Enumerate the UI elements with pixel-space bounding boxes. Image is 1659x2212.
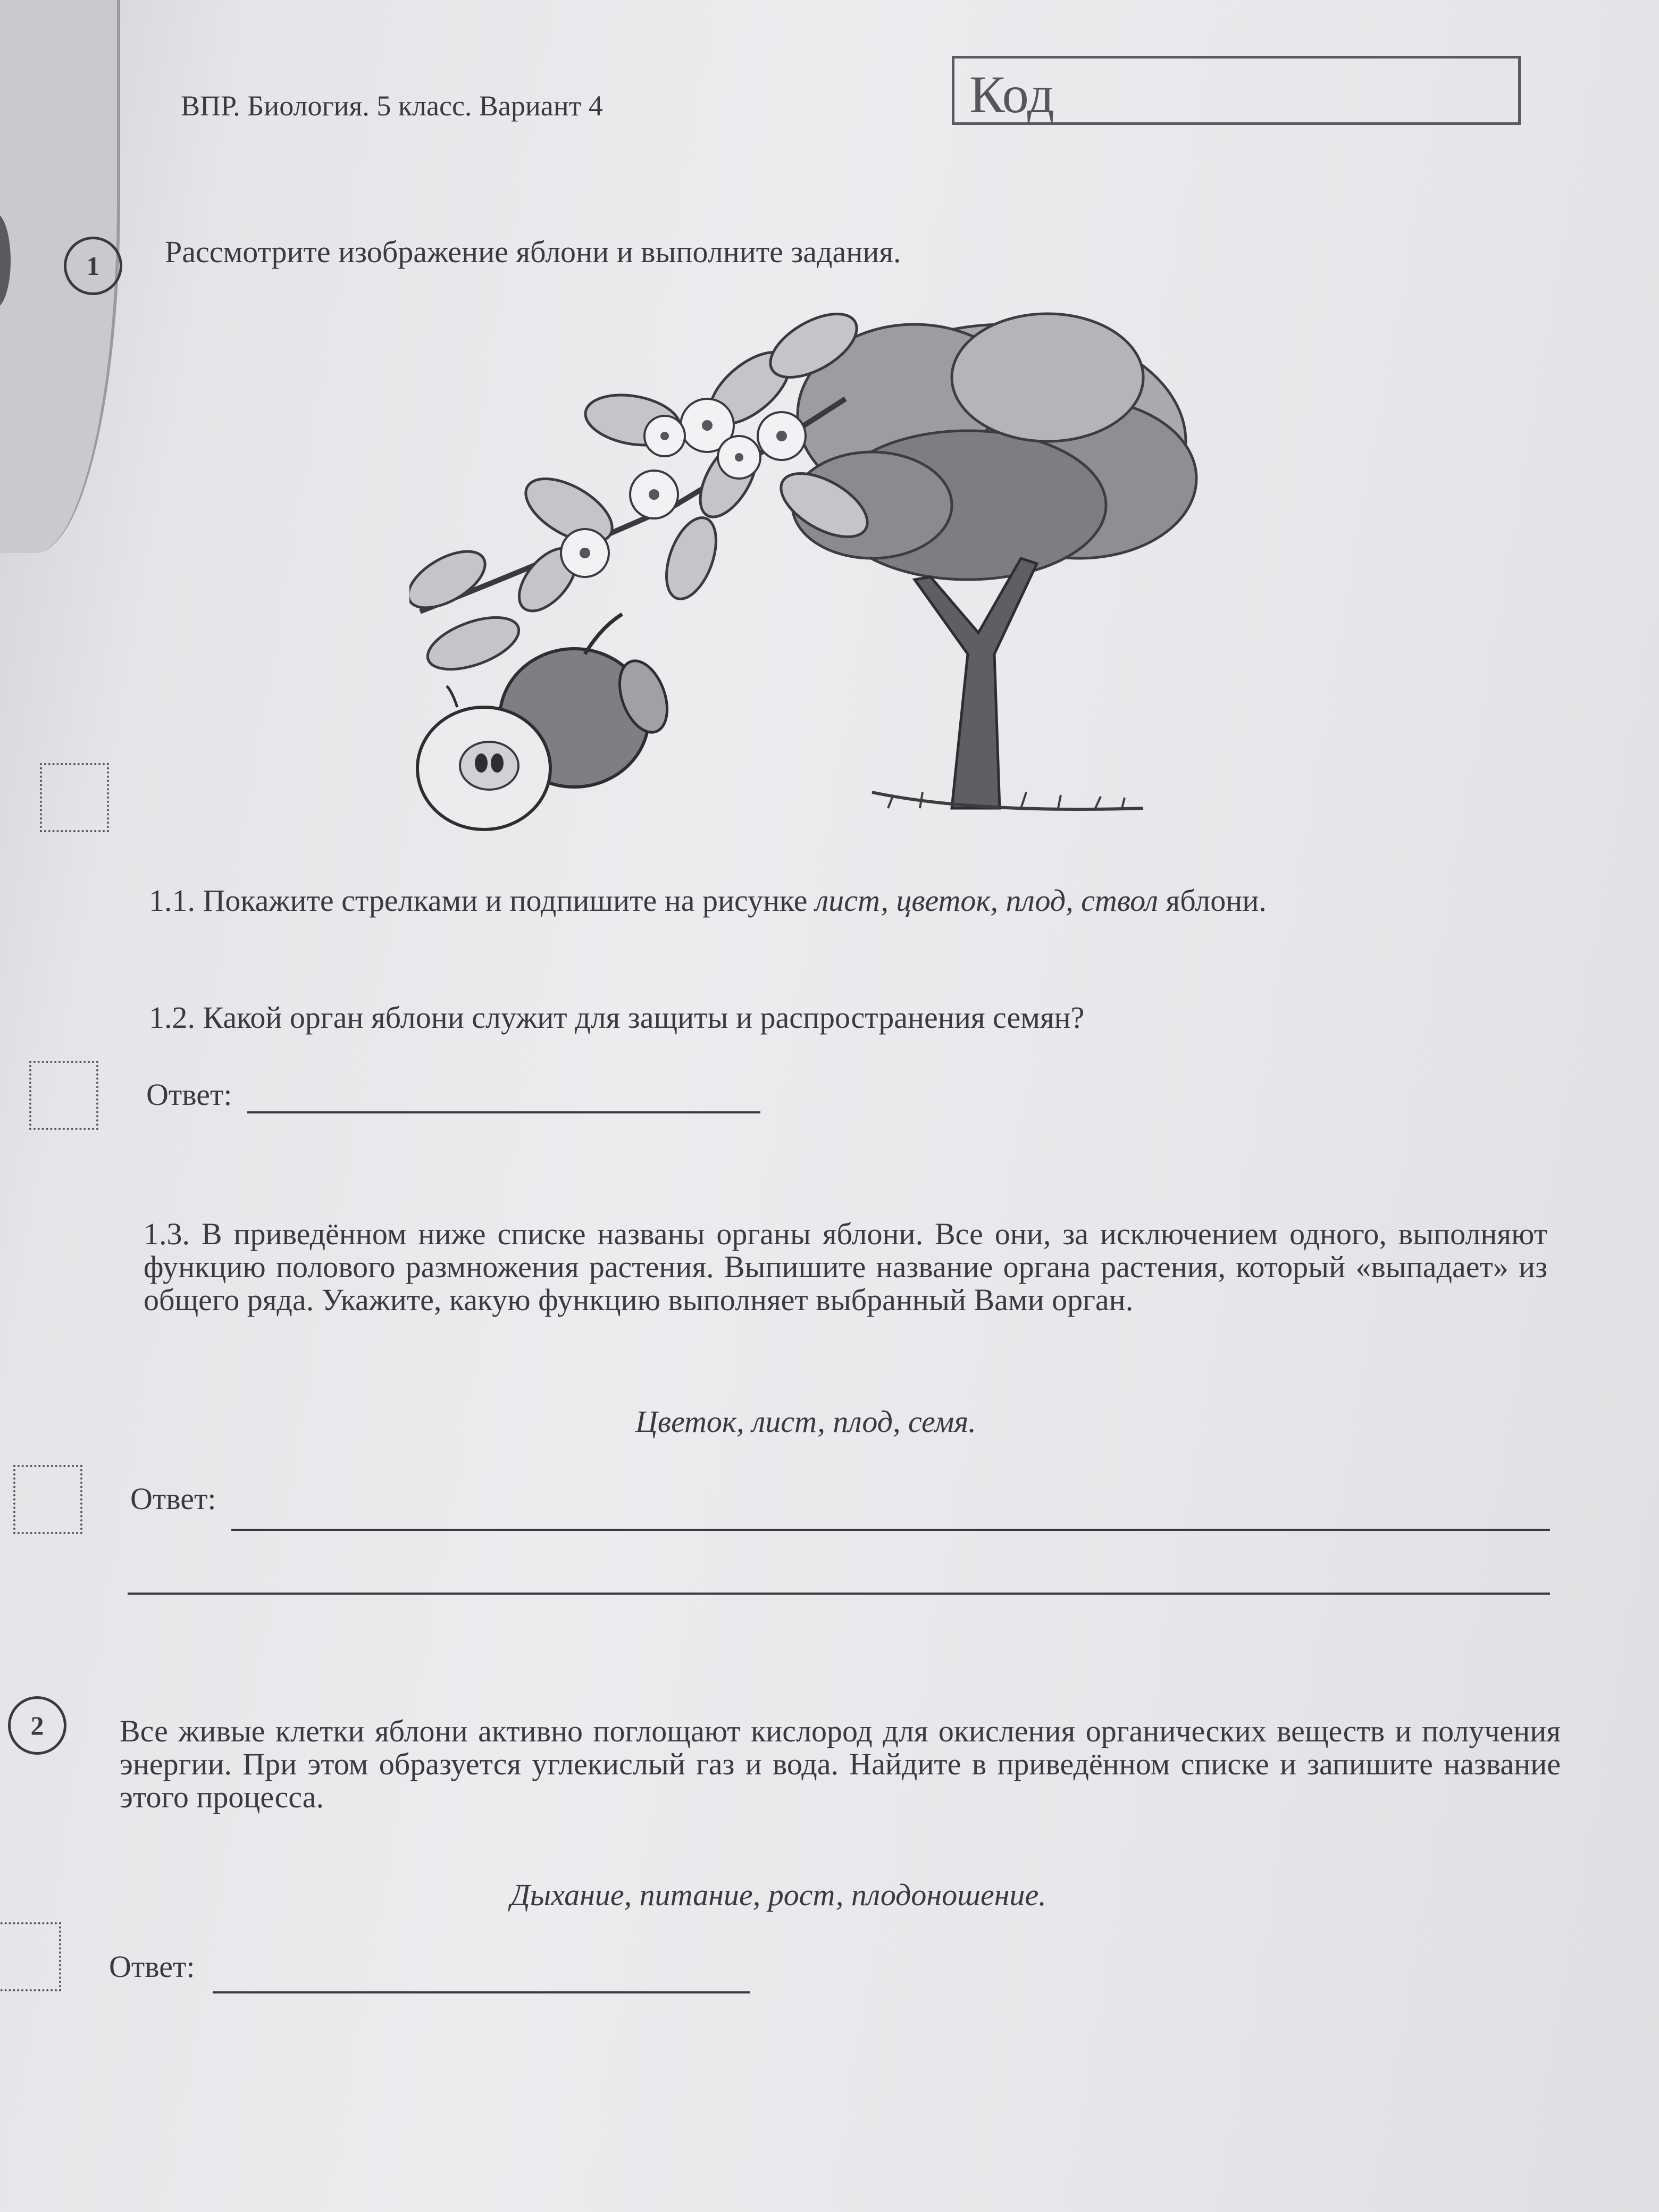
task-1-number: 1 (64, 237, 122, 295)
answer-line-1-3a[interactable] (231, 1529, 1550, 1531)
score-box-2[interactable] (0, 1922, 61, 1991)
answer-label-2: Ответ: (109, 1949, 195, 1984)
question-1-3: 1.3. В приведённом ниже списке названы органы яблони. Все они, за исключением одного, выполняют функцию полового размножения растения. Выпишите название органа растения, который «выпадает» из общего ряда. Укажите, какую функцию выполняет выбранный Вами орган. (144, 1217, 1547, 1317)
task-2-text: Все живые клетки яблони активно поглощают кислород для окисления органических веществ и получения энергии. При этом образуется углекислый газ и вода. Найдите в приведённом списке и запишите название этого процесса. (120, 1714, 1561, 1814)
answer-line-1-3b[interactable] (128, 1593, 1550, 1595)
answer-line-1-2[interactable] (247, 1111, 760, 1113)
apple-tree-illustration (409, 282, 1260, 845)
question-1-3-list: Цветок, лист, плод, семя. (635, 1404, 976, 1439)
score-box-1-3[interactable] (13, 1465, 82, 1534)
score-box-1-1[interactable] (40, 763, 109, 832)
task-1-intro: Рассмотрите изображение яблони и выполните задания. (165, 234, 901, 269)
tree-crown (792, 314, 1196, 580)
score-box-1-2[interactable] (29, 1061, 98, 1130)
question-1-2: 1.2. Какой орган яблони служит для защиты и распространения семян? (149, 1000, 1085, 1035)
tree-trunk (915, 558, 1037, 808)
code-label: Код (969, 65, 1054, 124)
task-2-number: 2 (8, 1696, 66, 1755)
answer-label-1-2: Ответ: (146, 1077, 232, 1112)
answer-label-1-3: Ответ: (130, 1481, 216, 1516)
code-box[interactable] (952, 56, 1521, 125)
page-header: ВПР. Биология. 5 класс. Вариант 4 (181, 90, 603, 122)
question-1-1: 1.1. Покажите стрелками и подпишите на рисунке лист, цветок, плод, ствол яблони. (149, 883, 1267, 918)
task-2-list: Дыхание, питание, рост, плодоношение. (510, 1878, 1046, 1912)
answer-line-2[interactable] (213, 1991, 750, 1993)
